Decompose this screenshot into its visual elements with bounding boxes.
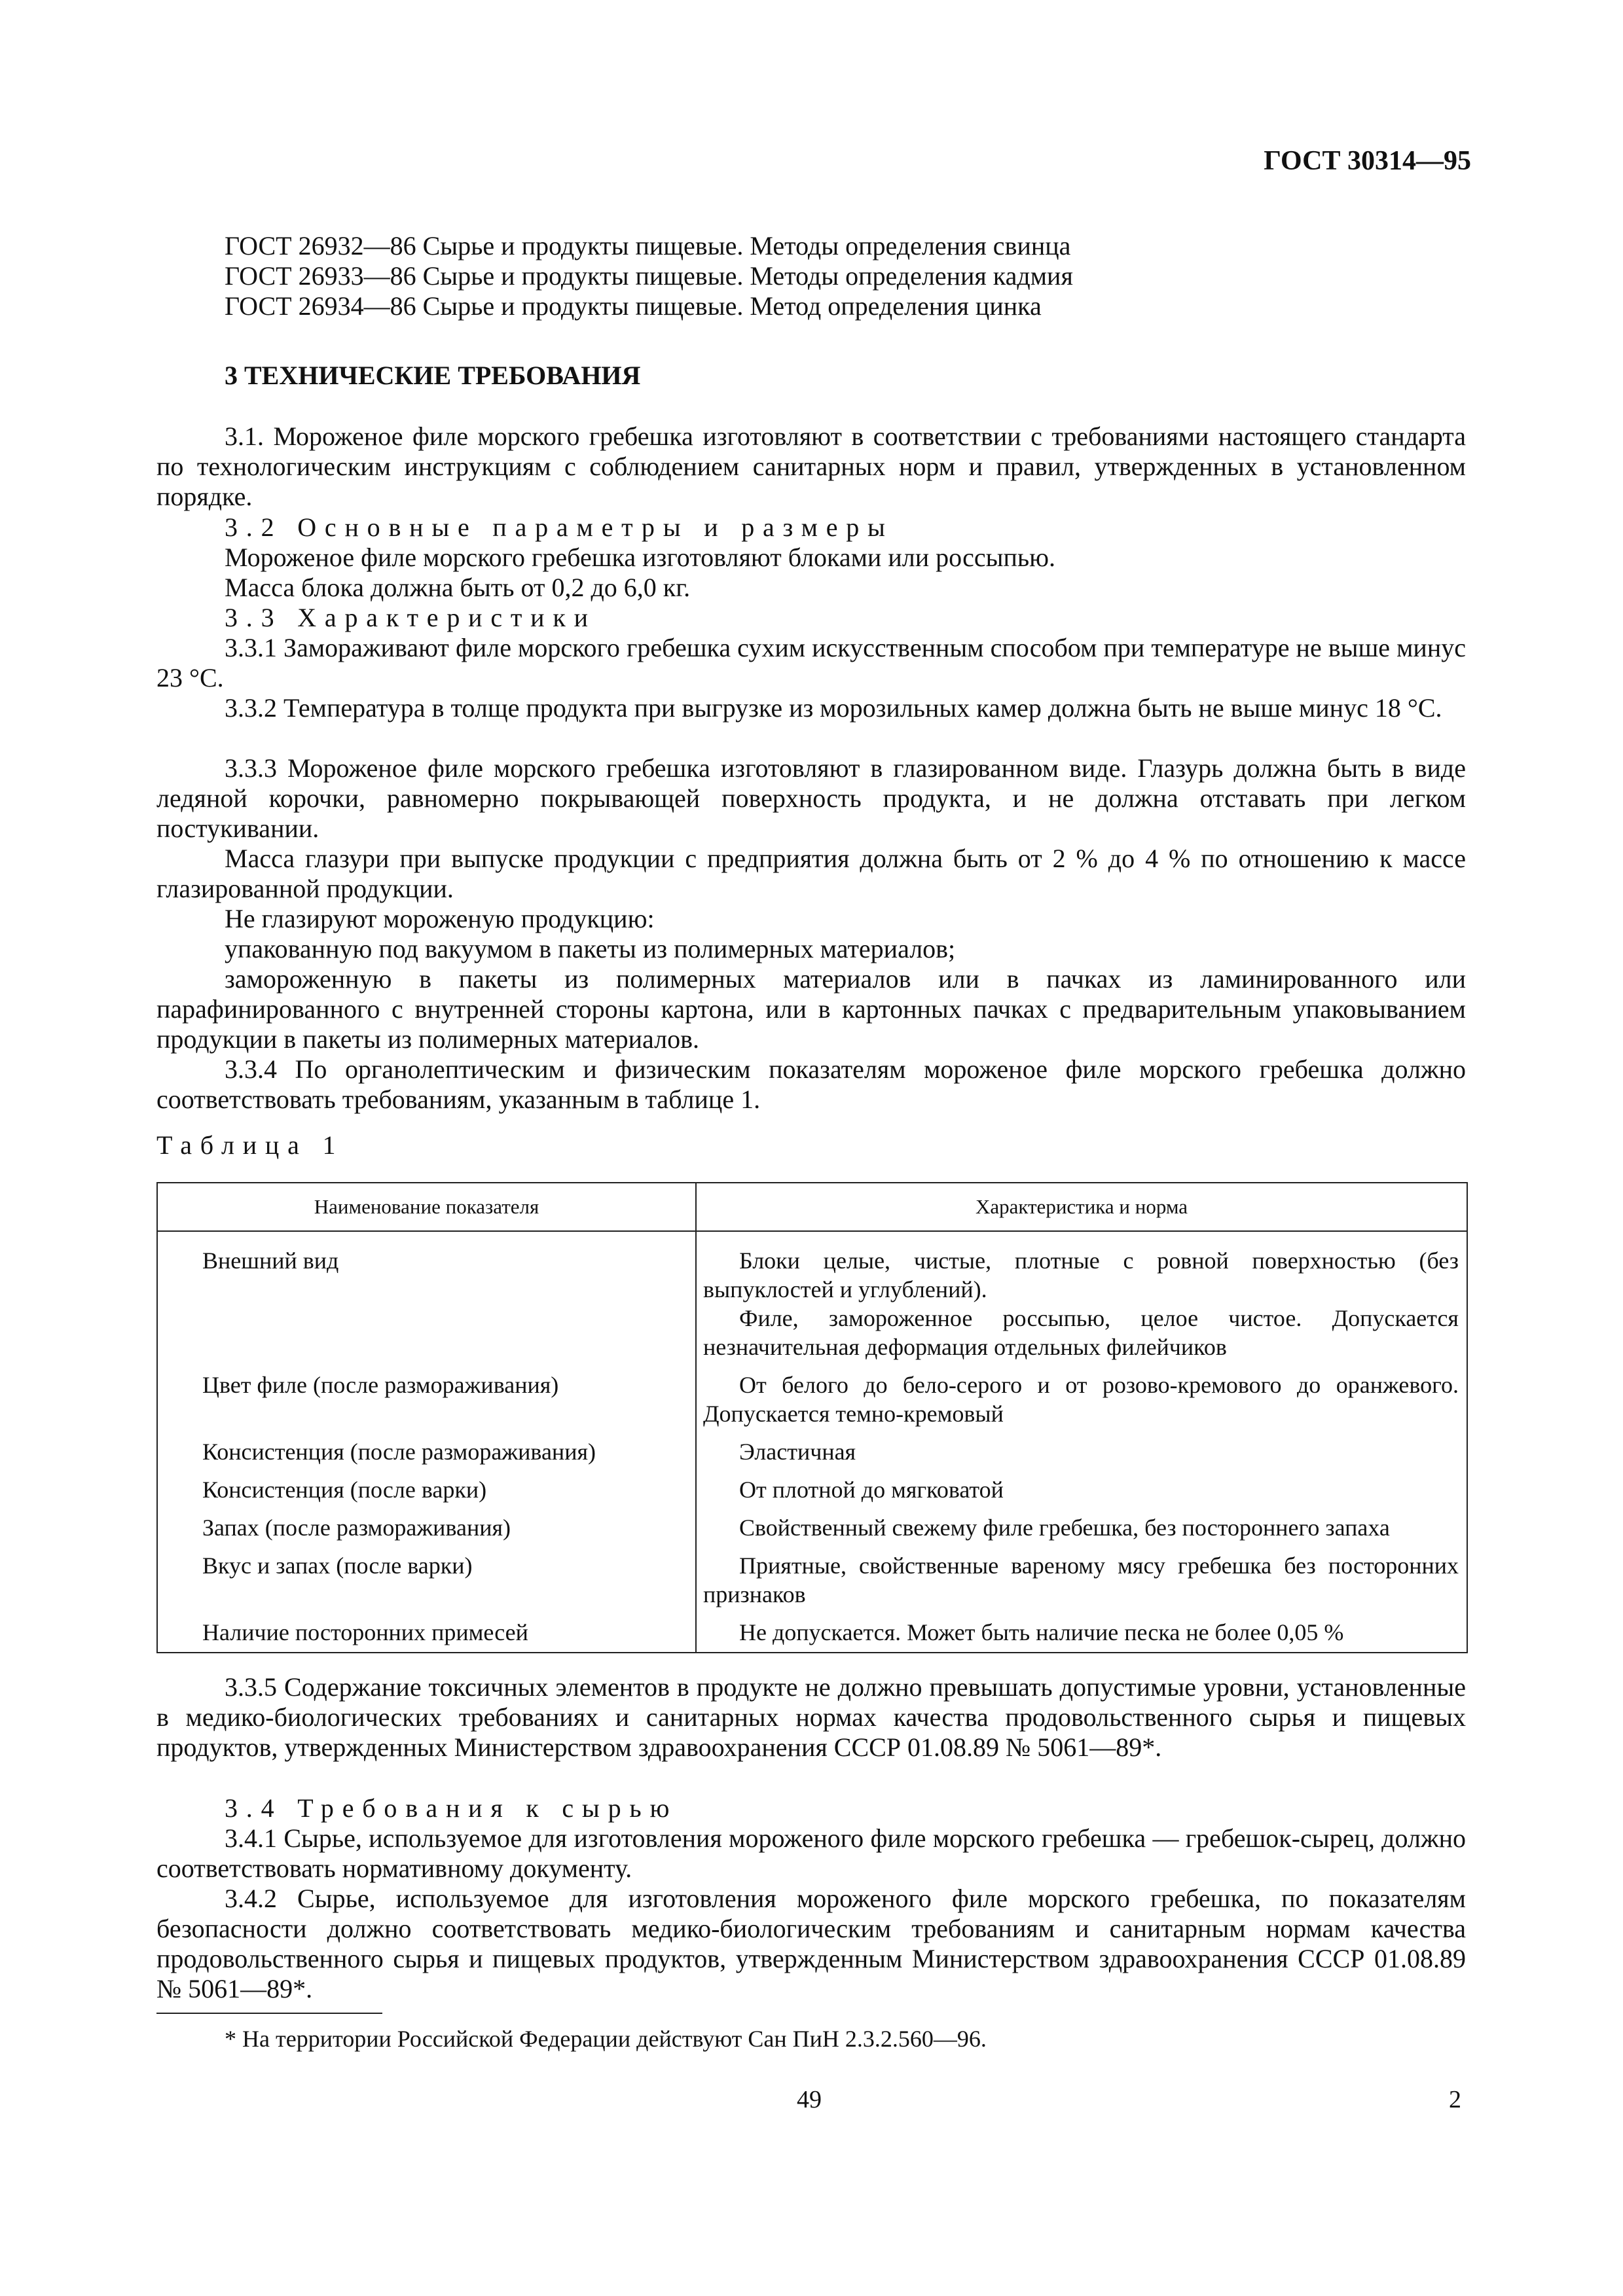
table-cell-indicator: Цвет филе (после размораживания)	[157, 1367, 696, 1433]
table-header-row	[157, 1183, 1467, 1231]
references-list	[225, 231, 1468, 321]
paragraph-3-3-1: 3.3.1 Замораживают филе морского гребешка сухим искусственным способом при температуре не выше минус 23 °С.	[156, 633, 1466, 692]
table-header-indicator: Наименование показателя	[157, 1183, 696, 1231]
paragraph-3-4-1: 3.4.1 Сырье, используемое для изготовления мороженого филе морского гребешка — гребешок-сырец, должно соответствовать нормативному документу.	[156, 1823, 1466, 1883]
reference-item: ГОСТ 26933—86 Сырье и продукты пищевые. Методы определения кадмия	[225, 261, 1073, 291]
norm-text: От плотной до мягковатой	[739, 1477, 1004, 1503]
table-cell-norm	[696, 1433, 1467, 1471]
norm-text: Приятные, свойственные вареному мясу гребешка без посторонних признаков	[703, 1552, 1459, 1607]
paragraph-3-3-5: 3.3.5 Содержание токсичных элементов в продукте не должно превышать допустимые уровни, установленные в медико-биологических требованиях и санитарных нормах качества продовольственного сырья и пищевых продуктов, утвержденных Министерством здравоохранения СССР 01.08.89 № 5061—89*.	[156, 1672, 1466, 1762]
table-cell-indicator: Консистенция (после варки)	[157, 1471, 696, 1509]
table-row	[157, 1509, 1467, 1547]
table-row	[157, 1231, 1467, 1367]
paragraph-3-1: 3.1. Мороженое филе морского гребешка изготовляют в соответствии с требованиями настоящего стандарта по технологическим инструкциям с соблюдением санитарных норм и правил, утвержденных в установленном порядке.	[156, 422, 1466, 511]
footnote: * На территории Российской Федерации действуют Сан ПиН 2.3.2.560—96.	[225, 2026, 987, 2052]
reference-item: ГОСТ 26934—86 Сырье и продукты пищевые. Метод определения цинка	[225, 291, 1042, 321]
norm-text: Блоки целые, чистые, плотные с ровной поверхностью (без выпуклостей и углублений).	[703, 1247, 1459, 1302]
paragraph-frozen-packs: замороженную в пакеты из полимерных материалов или в пачках из ламинированного или парафинированного с внутренней стороны картона, или в картонных пачках с предварительным упаковыванием продукции в пакеты из полимерных материалов.	[156, 964, 1466, 1054]
norm-text: Эластичная	[739, 1439, 856, 1465]
table-cell-indicator: Запах (после размораживания)	[157, 1509, 696, 1547]
norm-text: Свойственный свежему филе гребешка, без постороннего запаха	[739, 1515, 1390, 1541]
table-cell-norm	[696, 1509, 1467, 1547]
paragraph-no-glaze: Не глазируют мороженую продукцию:	[225, 904, 655, 933]
table-cell-indicator: Вкус и запах (после варки)	[157, 1547, 696, 1614]
subsection-3-4-title: 3.4 Требования к сырью	[225, 1793, 678, 1823]
table-cell-norm	[696, 1471, 1467, 1509]
table-row	[157, 1547, 1467, 1614]
norm-text: Филе, замороженное россыпью, целое чистое. Допускается незначительная деформация отдельных филейчиков	[703, 1305, 1459, 1360]
table-cell-indicator: Консистенция (после размораживания)	[157, 1433, 696, 1471]
page-number-right: 2	[1449, 2086, 1461, 2113]
paragraph-3-3-4: 3.3.4 По органолептическим и физическим показателям мороженое филе морского гребешка должно соответствовать требованиям, указанным в таблице 1.	[156, 1054, 1466, 1114]
norm-text: Не допускается. Может быть наличие песка не более 0,05 %	[739, 1619, 1344, 1645]
section-title: 3 ТЕХНИЧЕСКИЕ ТРЕБОВАНИЯ	[225, 361, 641, 390]
table-row	[157, 1367, 1467, 1433]
paragraph-3-2-mass: Масса блока должна быть от 0,2 до 6,0 кг.	[225, 573, 691, 602]
document-code: ГОСТ 30314—95	[1264, 146, 1471, 176]
table-cell-norm	[696, 1614, 1467, 1653]
subsection-3-3-title: 3.3 Характеристики	[225, 603, 596, 632]
table-caption: Таблица 1	[156, 1130, 344, 1160]
table-cell-norm	[696, 1367, 1467, 1433]
reference-item: ГОСТ 26932—86 Сырье и продукты пищевые. Методы определения свинца	[225, 231, 1071, 260]
table-cell-norm	[696, 1547, 1467, 1614]
paragraph-3-4-2: 3.4.2 Сырье, используемое для изготовления мороженого филе морского гребешка, по показателям безопасности должно соответствовать медико-биологическим требованиям и санитарным нормам качества продовольственного сырья и пищевых продуктов, утвержденным Министерством здравоохранения СССР 01.08.89 № 5061—89*.	[156, 1884, 1466, 2003]
footnote-rule	[156, 2013, 382, 2014]
table-row	[157, 1433, 1467, 1471]
paragraph-3-3-2: 3.3.2 Температура в толще продукта при выгрузке из морозильных камер должна быть не выше минус 18 °С.	[225, 693, 1442, 723]
page-number-center: 49	[797, 2086, 822, 2113]
table-row	[157, 1614, 1467, 1653]
table-row	[157, 1471, 1467, 1509]
table-cell-indicator: Наличие посторонних примесей	[157, 1614, 696, 1653]
table-1	[156, 1182, 1468, 1653]
table-cell-norm	[696, 1231, 1467, 1367]
subsection-3-2-title: 3.2 Основные параметры и размеры	[225, 512, 894, 542]
paragraph-glaze-mass: Масса глазури при выпуске продукции с предприятия должна быть от 2 % до 4 % по отношению к массе глазированной продукции.	[156, 844, 1466, 903]
paragraph-vacuum: упакованную под вакуумом в пакеты из полимерных материалов;	[225, 934, 956, 963]
table-header-norm: Характеристика и норма	[696, 1183, 1467, 1231]
norm-text: От белого до бело-серого и от розово-кремового до оранжевого. Допускается темно-кремовый	[703, 1372, 1459, 1427]
paragraph-3-2-form: Мороженое филе морского гребешка изготовляют блоками или россыпью.	[225, 543, 1056, 572]
table-cell-indicator: Внешний вид	[157, 1231, 696, 1367]
paragraph-3-3-3: 3.3.3 Мороженое филе морского гребешка изготовляют в глазированном виде. Глазурь должна быть в виде ледяной корочки, равномерно покрывающей поверхность продукта, и не должна отставать при легком постукивании.	[156, 753, 1466, 843]
